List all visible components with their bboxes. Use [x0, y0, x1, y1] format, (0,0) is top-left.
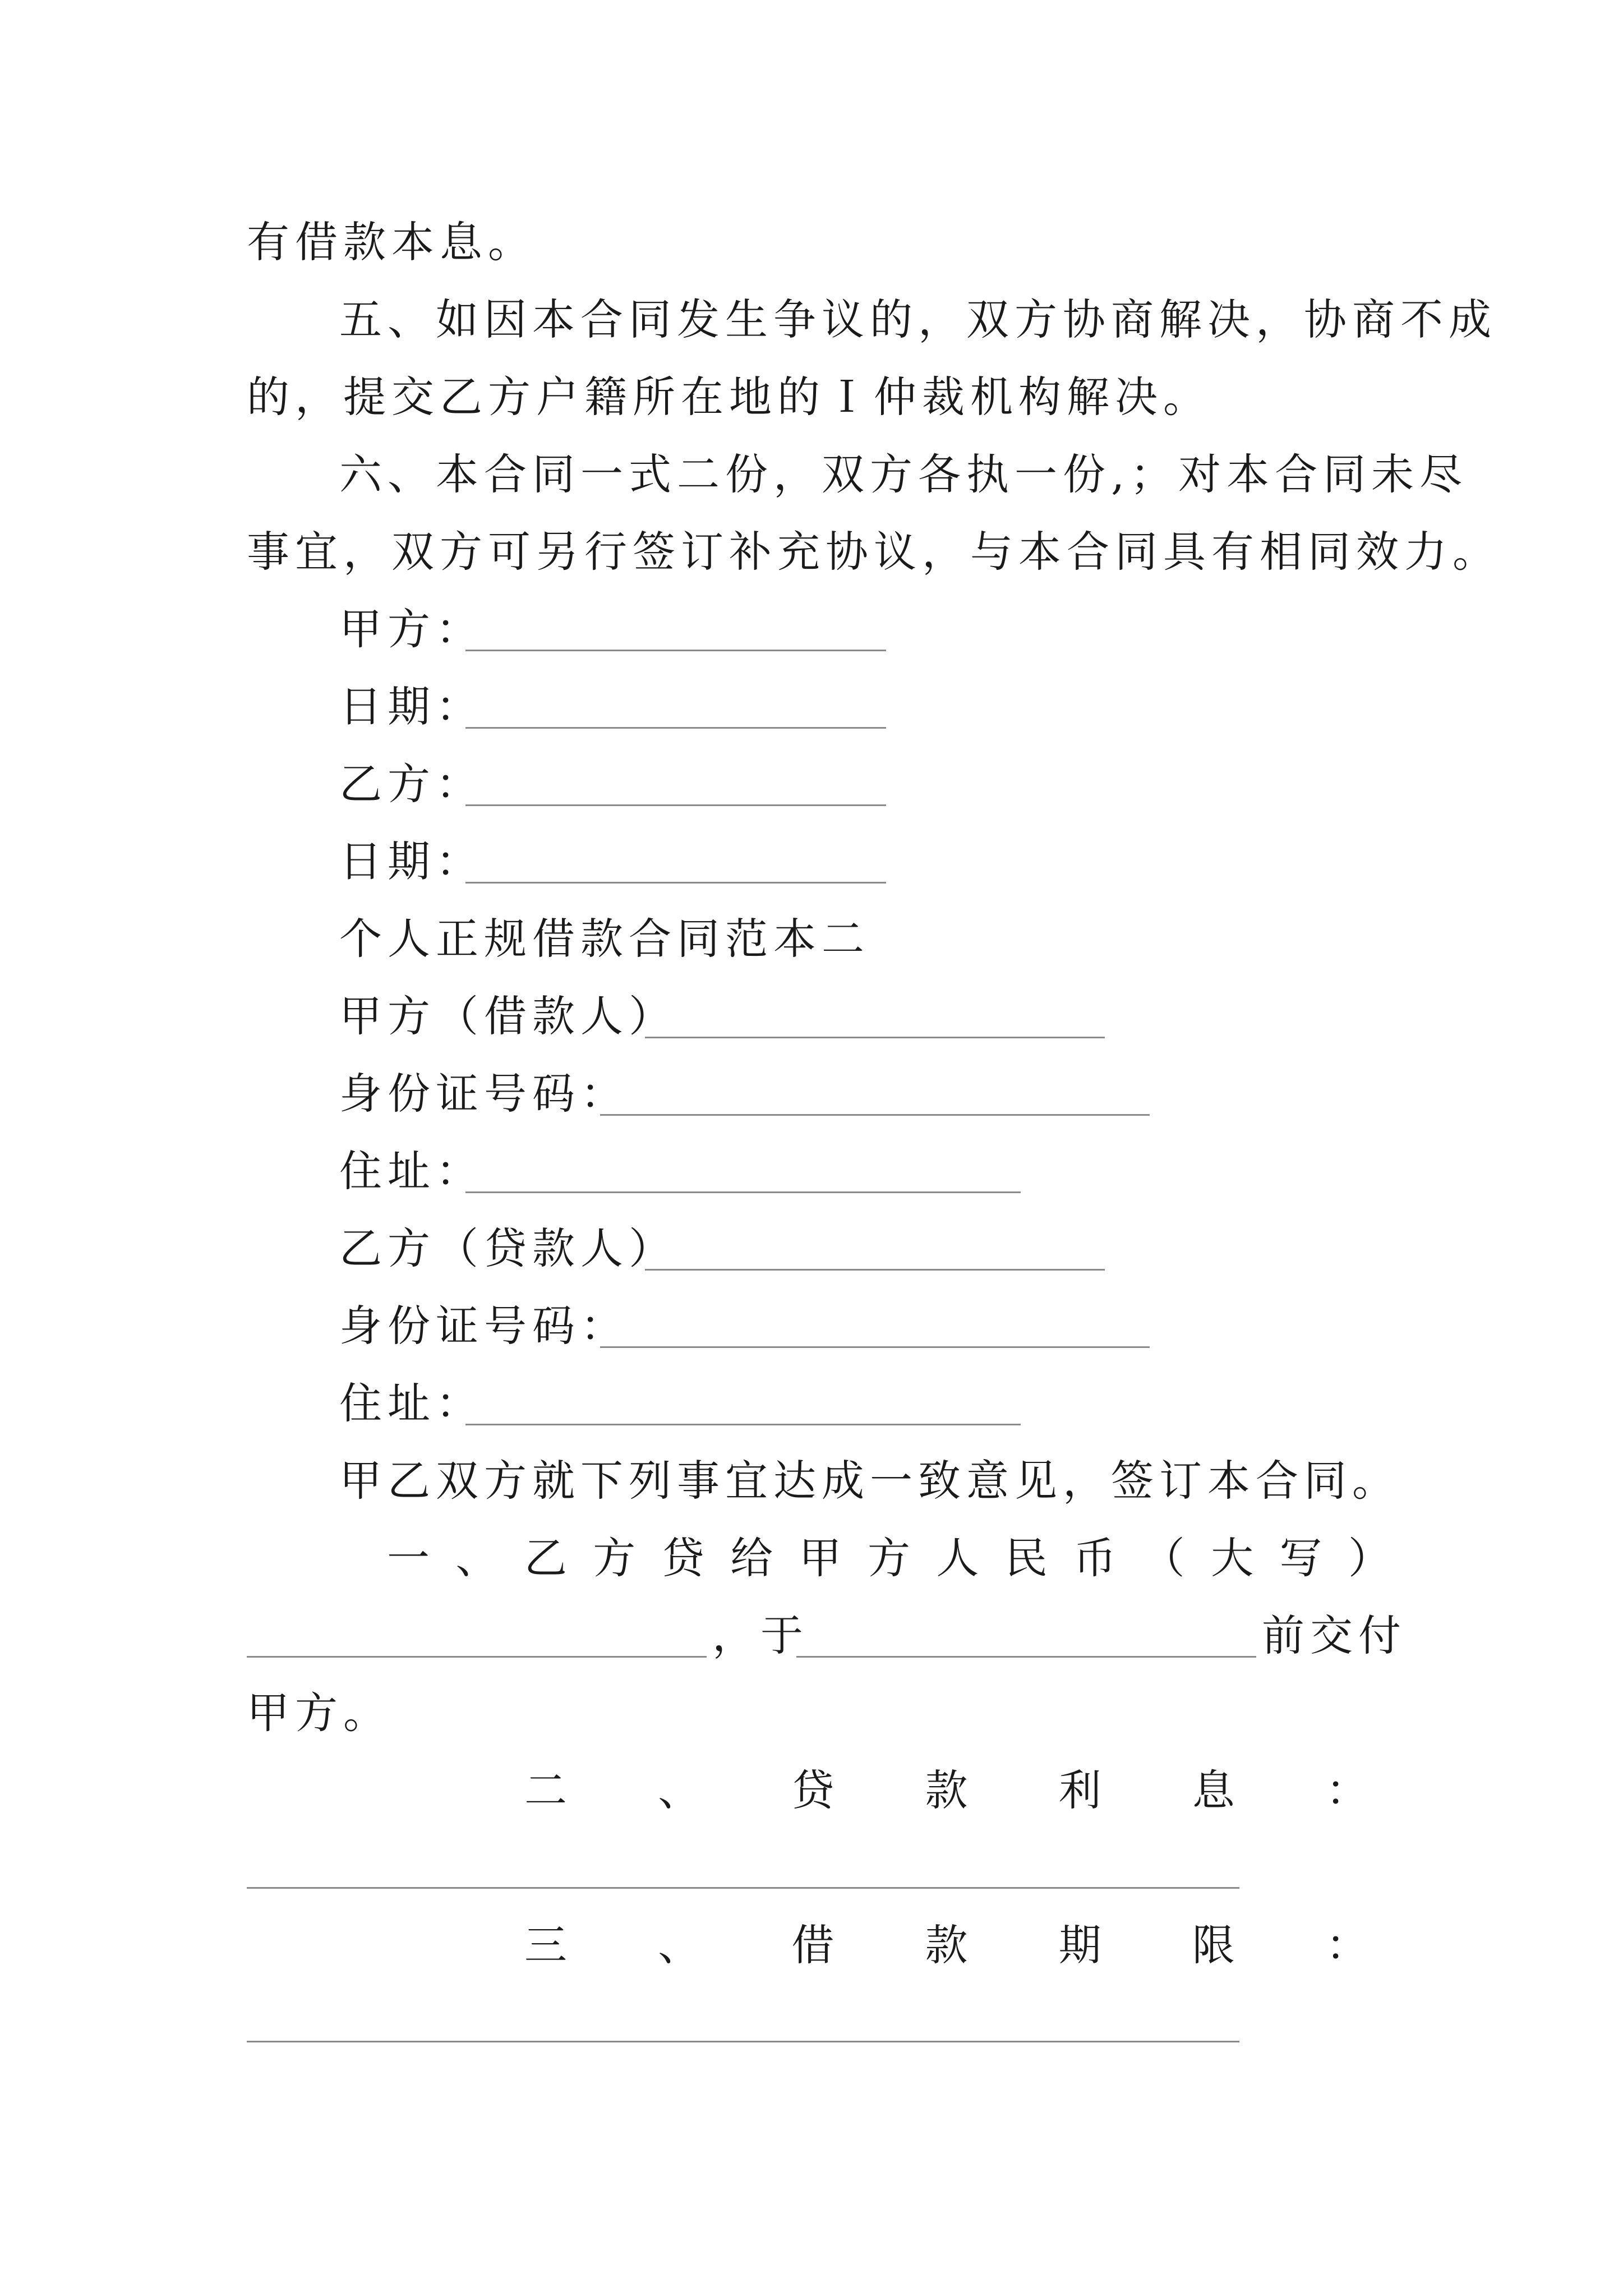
lender-blank — [645, 1269, 1105, 1271]
date-1-label: 日期： — [339, 682, 484, 731]
lender-id-label: 身份证号码： — [339, 1301, 629, 1351]
clause-1-amount-blank — [247, 1656, 707, 1658]
lender-id-blank — [600, 1346, 1150, 1348]
clause-3-heading: 三 、 借 款 期 限 ： — [524, 1920, 1368, 1970]
borrower-id-blank — [600, 1114, 1150, 1116]
party-a-blank — [465, 650, 886, 651]
clause-6-line-2: 事宜，双方可另行签订补充协议，与本合同具有相同效力。 — [247, 527, 1501, 577]
date-1-blank — [465, 727, 886, 729]
clause-5-line-2: 的，提交乙方户籍所在地的Ｉ仲裁机构解决。 — [247, 372, 1211, 422]
clause-1-end: 前交付 — [1262, 1611, 1407, 1660]
party-b-blank — [465, 804, 886, 806]
clause-2-heading: 二 、 贷 款 利 息 ： — [524, 1765, 1368, 1815]
clause-1-date-blank — [796, 1656, 1256, 1658]
clause-5-line-1: 五、如因本合同发生争议的，双方协商解决，协商不成 — [339, 295, 1497, 344]
lender-label: 乙方（贷款人） — [339, 1223, 677, 1273]
clause-1-line-1: 一 、 乙 方 贷 给 甲 方 人 民 币 （ 大 写 ） — [387, 1533, 1391, 1583]
date-2-blank — [465, 882, 886, 884]
borrower-address-label: 住址： — [339, 1146, 484, 1196]
clause-6-line-1: 六、本合同一式二份，双方各执一份,；对本合同未尽 — [339, 449, 1468, 499]
party-b-label: 乙方： — [339, 759, 484, 809]
paragraph-4-end: 有借款本息。 — [247, 217, 536, 267]
lender-address-label: 住址： — [339, 1378, 484, 1428]
borrower-label: 甲方（借款人） — [339, 991, 677, 1041]
borrower-address-blank — [465, 1191, 1021, 1193]
clause-2-blank — [247, 1887, 1239, 1889]
clause-1-cont: 甲方。 — [247, 1688, 391, 1738]
party-a-label: 甲方： — [339, 604, 484, 654]
borrower-blank — [645, 1037, 1105, 1038]
borrower-id-label: 身份证号码： — [339, 1069, 629, 1119]
template-title: 个人正规借款合同范本二 — [339, 914, 870, 964]
date-2-label: 日期： — [339, 836, 484, 886]
agreement-statement: 甲乙双方就下列事宜达成一致意见，签订本合同。 — [339, 1456, 1400, 1506]
clause-3-blank — [247, 2041, 1239, 2042]
clause-1-mid: ，于 — [712, 1611, 809, 1660]
lender-address-blank — [465, 1424, 1021, 1425]
